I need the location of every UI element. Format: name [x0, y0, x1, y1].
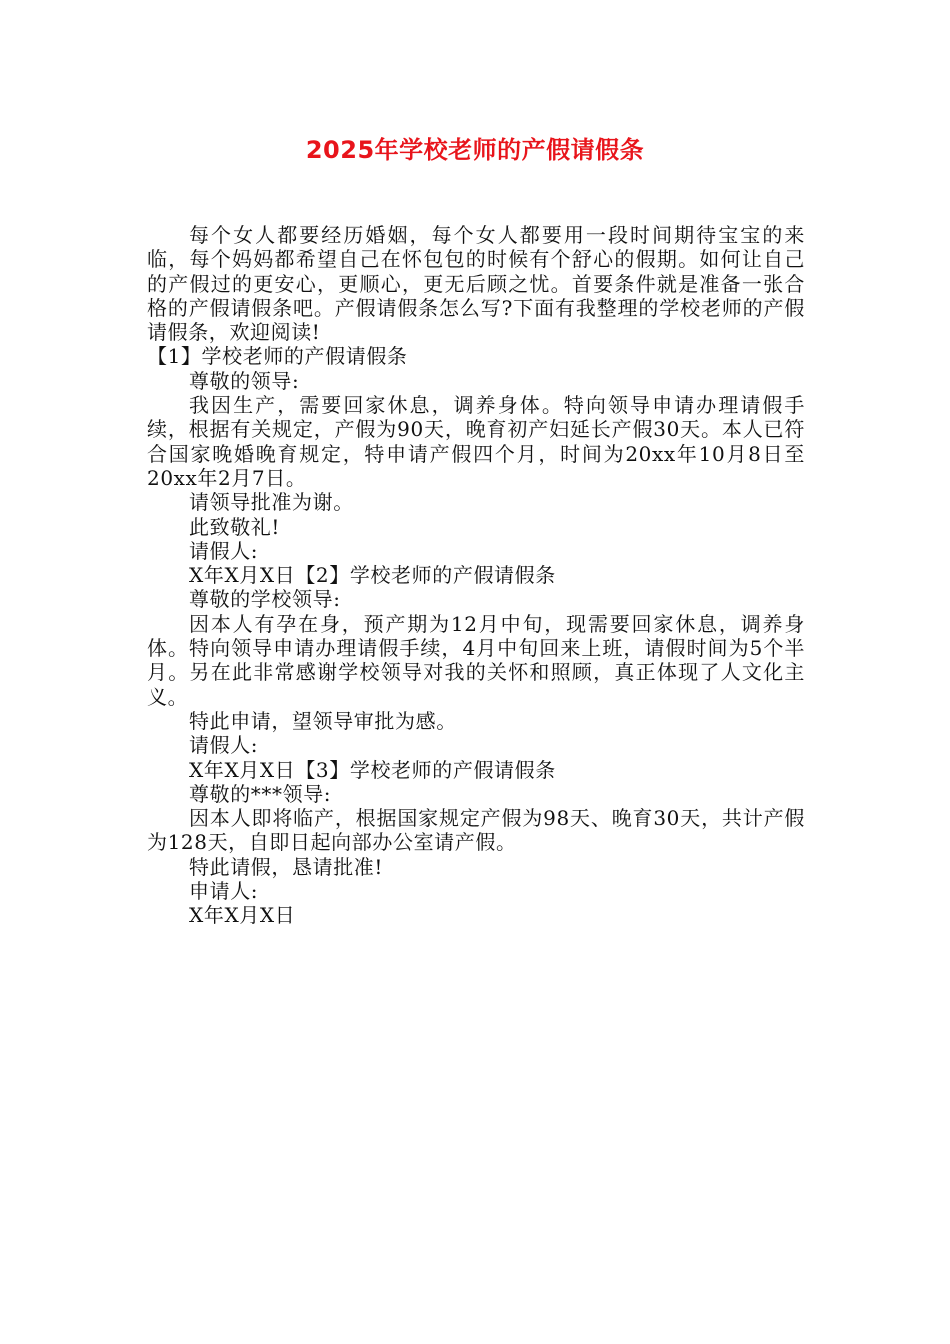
- letter1-request: 请领导批准为谢。: [189, 490, 354, 515]
- document-body: [147, 223, 805, 928]
- letter3-signer: 申请人:: [189, 879, 259, 904]
- letter1-body: 我因生产，需要回家休息，调养身体。特向领导申请办理请假手续，根据有关规定，产假为90天，晚育初产妇延长产假30天。本人已符合国家晚婚晚育规定，特申请产假四个月，时间为20xx年10月8日至20xx年2月7日。: [147, 393, 805, 490]
- letter2-body: 因本人有孕在身，预产期为12月中旬，现需要回家休息，调养身体。特向领导申请办理请假手续，4月中旬回来上班，请假时间为5个半月。另在此非常感谢学校领导对我的关怀和照顾，真正体现了人文化主义。: [147, 611, 805, 709]
- letter1-signer: 请假人:: [189, 538, 259, 563]
- letter2-signer: 请假人:: [189, 733, 259, 758]
- letter3-date: X年X月X日: [189, 903, 296, 928]
- document-title: 2025年学校老师的产假请假条: [305, 136, 645, 164]
- section-heading-1: 【1】学校老师的产假请假条: [147, 344, 408, 369]
- letter3-salutation: 尊敬的***领导:: [189, 781, 332, 806]
- letter2-request: 特此申请，望领导审批为感。: [189, 708, 457, 733]
- letter2-salutation: 尊敬的学校领导:: [189, 587, 341, 612]
- intro-paragraph: 每个女人都要经历婚姻，每个女人都要用一段时间期待宝宝的来临，每个妈妈都希望自己在怀包包的时候有个舒心的假期。如何让自己的产假过的更安心，更顺心，更无后顾之忧。首要条件就是准备一张合格的产假请假条吧。产假请假条怎么写?下面有我整理的学校老师的产假请假条，欢迎阅读!: [147, 223, 805, 345]
- letter1-salutation: 尊敬的领导:: [189, 368, 300, 393]
- letter3-request: 特此请假，恳请批准!: [189, 854, 384, 879]
- letter3-body: 因本人即将临产，根据国家规定产假为98天、晚育30天，共计产假为128天，自即日起向部办公室请产假。: [147, 806, 805, 855]
- letter1-closing: 此致敬礼!: [189, 514, 281, 539]
- letter1-date-and-heading-2: X年X月X日【2】学校老师的产假请假条: [189, 563, 556, 588]
- letter2-date-and-heading-3: X年X月X日【3】学校老师的产假请假条: [189, 757, 556, 782]
